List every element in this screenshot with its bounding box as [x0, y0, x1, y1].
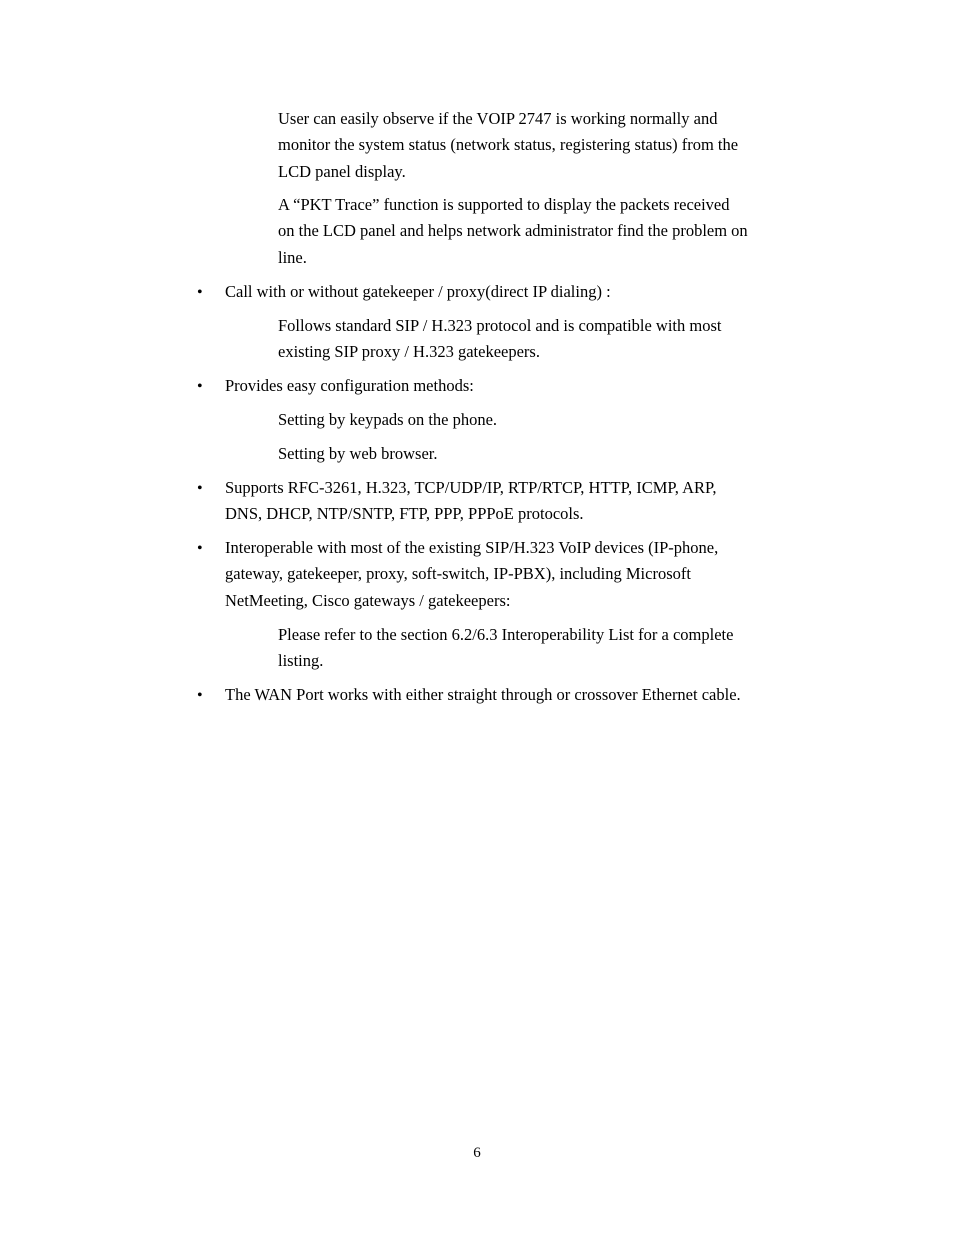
- text-line: line.: [278, 247, 307, 267]
- bullet-item-interop: [225, 535, 718, 614]
- text-line: Please refer to the section 6.2/6.3 Interoperability List for a complete: [278, 625, 734, 644]
- text-line: Setting by web browser.: [278, 444, 438, 463]
- text-line: DNS, DHCP, NTP/SNTP, FTP, PPP, PPPoE protocols.: [225, 504, 584, 524]
- text-line: A “PKT Trace” function is supported to display the packets received: [278, 195, 730, 214]
- text-line: LCD panel display.: [278, 161, 406, 181]
- text-line: gateway, gatekeeper, proxy, soft-switch, IP-PBX), including Microsoft: [225, 564, 691, 584]
- bullet-item-config: [225, 373, 474, 399]
- bullet-item-supports: [225, 475, 716, 528]
- text-line: User can easily observe if the VOIP 2747 is working normally and: [278, 109, 718, 128]
- call-paragraph: [278, 313, 722, 366]
- lcd-paragraph-1: [278, 106, 738, 185]
- text-line: Interoperable with most of the existing SIP/H.323 VoIP devices (IP-phone,: [225, 538, 719, 557]
- interop-paragraph: [278, 622, 733, 675]
- config-paragraph-1: [278, 407, 497, 433]
- page-number: 6: [473, 1145, 481, 1161]
- bullet-icon: •: [197, 378, 203, 395]
- text-line: The WAN Port works with either straight through or crossover Ethernet cable.: [225, 685, 741, 704]
- text-line: on the LCD panel and helps network administrator find the problem on: [278, 221, 748, 241]
- text-line: Supports RFC-3261, H.323, TCP/UDP/IP, RTP/RTCP, HTTP, ICMP, ARP,: [225, 478, 717, 497]
- bullet-icon: •: [197, 284, 203, 301]
- lcd-paragraph-2: [278, 192, 748, 271]
- text-line: Setting by keypads on the phone.: [278, 410, 498, 429]
- config-paragraph-2: [278, 441, 437, 467]
- bullet-item-call: [225, 279, 611, 305]
- bullet-icon: •: [197, 480, 203, 497]
- text-line: Call with or without gatekeeper / proxy(direct IP dialing) :: [225, 282, 611, 301]
- bullet-item-wan: [225, 682, 741, 708]
- bullet-icon: •: [197, 687, 203, 704]
- text-line: Provides easy configuration methods:: [225, 376, 474, 395]
- text-line: listing.: [278, 651, 324, 671]
- text-line: Follows standard SIP / H.323 protocol and is compatible with most: [278, 316, 722, 335]
- text-line: existing SIP proxy / H.323 gatekeepers.: [278, 342, 540, 362]
- text-line: NetMeeting, Cisco gateways / gatekeepers:: [225, 590, 511, 610]
- bullet-icon: •: [197, 540, 203, 557]
- text-line: monitor the system status (network status, registering status) from the: [278, 135, 739, 155]
